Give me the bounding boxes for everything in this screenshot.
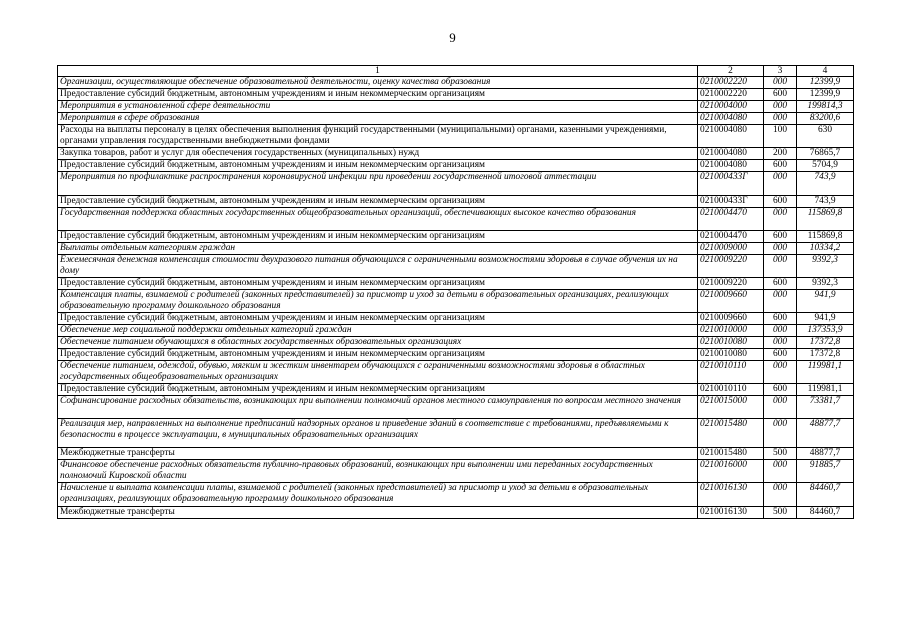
table-row [58, 384, 854, 396]
row-name-cell: Обеспечение питанием обучающихся в областных государственных образовательных организациях [58, 337, 698, 349]
row-amount-cell: 83200,6 [797, 113, 854, 125]
row-code-cell: 0210002220 [698, 89, 764, 101]
table-body [58, 77, 854, 519]
row-type-cell: 500 [764, 448, 797, 460]
row-amount-cell: 743,9 [797, 172, 854, 196]
column-header-code: 2 [698, 66, 764, 77]
row-name-cell: Реализация мер, направленных на выполнение предписаний надзорных органов и приведение зданий в соответствие с требованиями, предъявляемыми к безопасности в процессе эксплуатации, в муниципальных образовательных организациях [58, 419, 698, 448]
row-code-cell: 0210004080 [698, 148, 764, 160]
row-type-cell: 000 [764, 325, 797, 337]
column-header-name: 1 [58, 66, 698, 77]
row-type-cell: 000 [764, 172, 797, 196]
row-type-cell: 600 [764, 349, 797, 361]
row-code-cell: 0210016130 [698, 507, 764, 519]
row-type-cell: 500 [764, 507, 797, 519]
row-name-cell: Организации, осуществляющие обеспечение образовательной деятельности, оценку качества образования [58, 77, 698, 89]
row-code-cell: 0210004080 [698, 125, 764, 148]
row-type-cell: 000 [764, 361, 797, 384]
row-name-cell: Предоставление субсидий бюджетным, автономным учреждениям и иным некоммерческим организациям [58, 89, 698, 101]
table-row [58, 325, 854, 337]
column-header-type: 3 [764, 66, 797, 77]
row-name-cell: Предоставление субсидий бюджетным, автономным учреждениям и иным некоммерческим организациям [58, 160, 698, 172]
row-name-cell: Межбюджетные трансферты [58, 507, 698, 519]
row-amount-cell: 12399,9 [797, 77, 854, 89]
table-row [58, 460, 854, 483]
row-code-cell: 0210010110 [698, 361, 764, 384]
row-code-cell: 021000433Г [698, 172, 764, 196]
table-row [58, 196, 854, 208]
row-amount-cell: 9392,3 [797, 278, 854, 290]
row-type-cell: 000 [764, 255, 797, 278]
row-code-cell: 0210009220 [698, 255, 764, 278]
row-type-cell: 000 [764, 483, 797, 507]
row-name-cell: Предоставление субсидий бюджетным, автономным учреждениям и иным некоммерческим организациям [58, 313, 698, 325]
row-type-cell: 000 [764, 208, 797, 231]
row-type-cell: 600 [764, 89, 797, 101]
row-type-cell: 600 [764, 278, 797, 290]
row-code-cell: 0210004000 [698, 101, 764, 113]
budget-table [57, 65, 854, 519]
table-row [58, 113, 854, 125]
row-type-cell: 000 [764, 460, 797, 483]
row-amount-cell: 12399,9 [797, 89, 854, 101]
row-name-cell: Софинансирование расходных обязательств, возникающих при выполнении полномочий органов местного самоуправления по вопросам местного значения [58, 396, 698, 419]
row-type-cell: 000 [764, 337, 797, 349]
row-type-cell: 600 [764, 160, 797, 172]
row-name-cell: Компенсация платы, взимаемой с родителей (законных представителей) за присмотр и уход за детьми в образовательных организациях, реализующих образовательную программу дошкольного образования [58, 290, 698, 313]
row-code-cell: 0210009220 [698, 278, 764, 290]
row-code-cell: 0210010080 [698, 349, 764, 361]
row-amount-cell: 48877,7 [797, 448, 854, 460]
row-code-cell: 0210004470 [698, 208, 764, 231]
row-name-cell: Мероприятия по профилактике распространения коронавирусной инфекции при проведении государственной итоговой аттестации [58, 172, 698, 196]
table-row [58, 290, 854, 313]
page-number: 9 [449, 30, 456, 45]
table-row [58, 89, 854, 101]
row-code-cell: 0210010000 [698, 325, 764, 337]
row-type-cell: 000 [764, 101, 797, 113]
row-code-cell: 0210009000 [698, 243, 764, 255]
row-code-cell: 0210010110 [698, 384, 764, 396]
row-name-cell: Закупка товаров, работ и услуг для обеспечения государственных (муниципальных) нужд [58, 148, 698, 160]
row-amount-cell: 137353,9 [797, 325, 854, 337]
table-row [58, 419, 854, 448]
row-code-cell: 0210004080 [698, 160, 764, 172]
row-name-cell: Предоставление субсидий бюджетным, автономным учреждениям и иным некоммерческим организациям [58, 196, 698, 208]
row-name-cell: Расходы на выплаты персоналу в целях обеспечения выполнения функций государственными (муниципальными) органами, казенными учреждениями, органами управления государственными внебюджетными фондами [58, 125, 698, 148]
table-row [58, 125, 854, 148]
row-type-cell: 200 [764, 148, 797, 160]
row-type-cell: 000 [764, 113, 797, 125]
table-row [58, 483, 854, 507]
row-type-cell: 000 [764, 396, 797, 419]
row-amount-cell: 9392,3 [797, 255, 854, 278]
row-name-cell: Финансовое обеспечение расходных обязательств публично-правовых образований, возникающих при выполнении ими переданных государственных полномочий Кировской области [58, 460, 698, 483]
table-header-row [58, 66, 854, 77]
row-type-cell: 600 [764, 231, 797, 243]
row-code-cell: 0210015480 [698, 448, 764, 460]
row-type-cell: 000 [764, 419, 797, 448]
row-name-cell: Мероприятия в сфере образования [58, 113, 698, 125]
table-row [58, 148, 854, 160]
row-code-cell: 0210002220 [698, 77, 764, 89]
table-row [58, 349, 854, 361]
row-amount-cell: 17372,8 [797, 349, 854, 361]
row-name-cell: Предоставление субсидий бюджетным, автономным учреждениям и иным некоммерческим организациям [58, 231, 698, 243]
row-type-cell: 000 [764, 290, 797, 313]
table-row [58, 507, 854, 519]
row-amount-cell: 84460,7 [797, 483, 854, 507]
row-amount-cell: 73381,7 [797, 396, 854, 419]
row-type-cell: 600 [764, 196, 797, 208]
row-code-cell: 0210015480 [698, 419, 764, 448]
row-name-cell: Мероприятия в установленной сфере деятельности [58, 101, 698, 113]
row-type-cell: 600 [764, 313, 797, 325]
row-name-cell: Межбюджетные трансферты [58, 448, 698, 460]
row-name-cell: Начисление и выплата компенсации платы, взимаемой с родителей (законных представителей) за присмотр и уход за детьми в образовательных организациях, реализующих образовательную программу дошкольного образования [58, 483, 698, 507]
table-row [58, 231, 854, 243]
table-row [58, 361, 854, 384]
table-row [58, 208, 854, 231]
row-name-cell: Обеспечение мер социальной поддержки отдельных категорий граждан [58, 325, 698, 337]
row-name-cell: Предоставление субсидий бюджетным, автономным учреждениям и иным некоммерческим организациям [58, 384, 698, 396]
row-code-cell: 0210009660 [698, 313, 764, 325]
row-amount-cell: 743,9 [797, 196, 854, 208]
row-code-cell: 0210010080 [698, 337, 764, 349]
row-amount-cell: 17372,8 [797, 337, 854, 349]
row-code-cell: 0210015000 [698, 396, 764, 419]
table-row [58, 313, 854, 325]
table-row [58, 172, 854, 196]
row-amount-cell: 115869,8 [797, 208, 854, 231]
row-amount-cell: 199814,3 [797, 101, 854, 113]
table-row [58, 337, 854, 349]
row-amount-cell: 91885,7 [797, 460, 854, 483]
row-amount-cell: 10334,2 [797, 243, 854, 255]
row-name-cell: Предоставление субсидий бюджетным, автономным учреждениям и иным некоммерческим организациям [58, 278, 698, 290]
row-name-cell: Обеспечение питанием, одеждой, обувью, мягким и жестким инвентарем обучающихся с ограниченными возможностями здоровья в областных государственных общеобразовательных организациях [58, 361, 698, 384]
row-code-cell: 0210004080 [698, 113, 764, 125]
row-amount-cell: 941,9 [797, 290, 854, 313]
row-type-cell: 100 [764, 125, 797, 148]
row-amount-cell: 115869,8 [797, 231, 854, 243]
row-amount-cell: 76865,7 [797, 148, 854, 160]
row-type-cell: 000 [764, 77, 797, 89]
row-amount-cell: 941,9 [797, 313, 854, 325]
row-type-cell: 000 [764, 243, 797, 255]
table-row [58, 396, 854, 419]
row-name-cell: Предоставление субсидий бюджетным, автономным учреждениям и иным некоммерческим организациям [58, 349, 698, 361]
row-amount-cell: 630 [797, 125, 854, 148]
row-code-cell: 021000433Г [698, 196, 764, 208]
row-code-cell: 0210016130 [698, 483, 764, 507]
table-row [58, 160, 854, 172]
table-row [58, 77, 854, 89]
row-type-cell: 600 [764, 384, 797, 396]
row-amount-cell: 5704,9 [797, 160, 854, 172]
table-row [58, 243, 854, 255]
row-amount-cell: 119981,1 [797, 361, 854, 384]
table-row [58, 101, 854, 113]
row-name-cell: Государственная поддержка областных государственных общеобразовательных организаций, обеспечивающих высокое качество образования [58, 208, 698, 231]
table-row [58, 278, 854, 290]
row-code-cell: 0210004470 [698, 231, 764, 243]
row-amount-cell: 48877,7 [797, 419, 854, 448]
row-name-cell: Выплаты отдельным категориям граждан [58, 243, 698, 255]
row-amount-cell: 119981,1 [797, 384, 854, 396]
row-code-cell: 0210009660 [698, 290, 764, 313]
table-row [58, 255, 854, 278]
row-code-cell: 0210016000 [698, 460, 764, 483]
table-row [58, 448, 854, 460]
row-amount-cell: 84460,7 [797, 507, 854, 519]
column-header-amount: 4 [797, 66, 854, 77]
row-name-cell: Ежемесячная денежная компенсация стоимости двухразового питания обучающихся с ограниченными возможностями здоровья в случае обучения их на дому [58, 255, 698, 278]
